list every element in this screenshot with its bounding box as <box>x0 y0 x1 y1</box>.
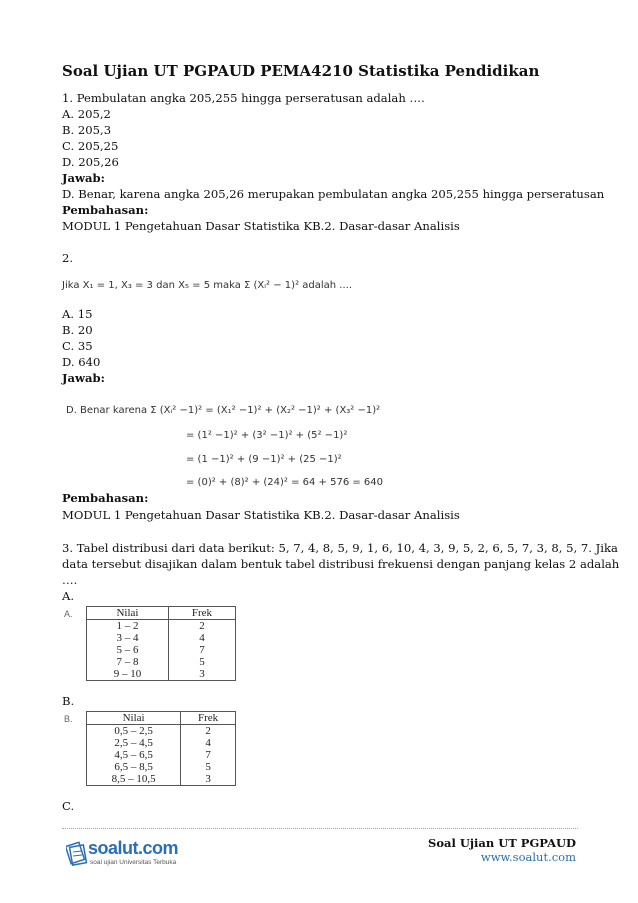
table-cell: 6,5 – 8,5 <box>87 761 181 773</box>
table-cell: 2 <box>168 620 235 633</box>
q2-pembahasan: MODUL 1 Pengetahuan Dasar Statistika KB.2. Dasar-dasar Analisis <box>62 508 460 522</box>
table-cell: 4 <box>181 737 236 749</box>
q1-option-d: D. 205,26 <box>62 155 119 169</box>
table-cell: 2 <box>181 725 236 738</box>
table-cell: 3 – 4 <box>87 632 169 644</box>
logo-name: soalut.com <box>88 838 179 858</box>
q3-question-line-1: 3. Tabel distribusi dari data berikut: 5, 7, 4, 8, 5, 9, 1, 6, 10, 4, 3, 9, 5, 2, 6, 5, 7, 3, 8, 5, 7. Jika <box>62 541 618 555</box>
table-row <box>87 632 236 644</box>
q2-answer-line-3: = (1 −1)² + (9 −1)² + (25 −1)² <box>186 454 342 465</box>
q2-answer-line-4: = (0)² + (8)² + (24)² = 64 + 576 = 640 <box>186 477 384 488</box>
footer-info <box>428 836 576 864</box>
page-title: Soal Ujian UT PGPAUD PEMA4210 Statistika Pendidikan <box>62 62 540 80</box>
q2-option-c: C. 35 <box>62 339 93 353</box>
q2-option-b: B. 20 <box>62 323 93 337</box>
q3-option-a-label: A. <box>62 589 75 603</box>
q3-table-b-tag: B. <box>64 714 73 724</box>
q1-jawab-label: Jawab: <box>62 171 105 185</box>
q1-option-b: B. 205,3 <box>62 123 112 137</box>
table-cell: 1 – 2 <box>87 620 169 633</box>
table-row <box>87 749 236 761</box>
table-header: Frek <box>168 607 235 620</box>
table-row <box>87 668 236 681</box>
site-logo[interactable] <box>66 838 196 872</box>
footer-divider <box>62 828 578 829</box>
table-cell: 3 <box>181 773 236 786</box>
table-cell: 0,5 – 2,5 <box>87 725 181 738</box>
footer-site-name: Soal Ujian UT PGPAUD <box>428 836 576 850</box>
q2-answer-line-2: = (1² −1)² + (3² −1)² + (5² −1)² <box>186 430 348 441</box>
q3-option-c-label: C. <box>62 799 75 813</box>
q3-table-a <box>86 606 236 681</box>
table-cell: 7 <box>168 644 235 656</box>
table-cell: 2,5 – 4,5 <box>87 737 181 749</box>
q1-pembahasan-label: Pembahasan: <box>62 203 149 217</box>
table-row <box>87 656 236 668</box>
table-cell: 7 <box>181 749 236 761</box>
table-row <box>87 761 236 773</box>
q2-jawab-label: Jawab: <box>62 371 105 385</box>
table-row <box>87 773 236 786</box>
table-cell: 5 – 6 <box>87 644 169 656</box>
table-cell: 4 <box>168 632 235 644</box>
q2-pembahasan-label: Pembahasan: <box>62 491 149 505</box>
table-header: Frek <box>181 712 236 725</box>
table-row <box>87 737 236 749</box>
table-cell: 8,5 – 10,5 <box>87 773 181 786</box>
q2-option-d: D. 640 <box>62 355 101 369</box>
table-cell: 7 – 8 <box>87 656 169 668</box>
q1-question: 1. Pembulatan angka 205,255 hingga perseratusan adalah …. <box>62 91 425 105</box>
book-stack-icon <box>66 840 88 870</box>
footer-url-link[interactable]: www.soalut.com <box>480 850 576 864</box>
logo-tagline: soal ujian Universitas Terbuka <box>90 859 177 866</box>
q3-table-b <box>86 711 236 786</box>
q2-option-a: A. 15 <box>62 307 93 321</box>
table-cell: 9 – 10 <box>87 668 169 681</box>
table-row <box>87 725 236 738</box>
table-cell: 3 <box>168 668 235 681</box>
q3-question-line-2: data tersebut disajikan dalam bentuk tabel distribusi frekuensi dengan panjang kelas 2 adalah <box>62 557 620 571</box>
table-cell: 5 <box>181 761 236 773</box>
q3-table-a-tag: A. <box>64 609 73 619</box>
table-cell: 4,5 – 6,5 <box>87 749 181 761</box>
table-row <box>87 620 236 633</box>
table-header: Nilai <box>87 607 169 620</box>
q1-option-a: A. 205,2 <box>62 107 111 121</box>
q3-option-b-label: B. <box>62 694 75 708</box>
q1-pembahasan: MODUL 1 Pengetahuan Dasar Statistika KB.2. Dasar-dasar Analisis <box>62 219 460 233</box>
q3-question-line-3: …. <box>62 573 78 587</box>
table-header: Nilai <box>87 712 181 725</box>
q1-answer: D. Benar, karena angka 205,26 merupakan pembulatan angka 205,255 hingga perseratusan <box>62 187 605 201</box>
table-row <box>87 644 236 656</box>
q2-formula: Jika X₁ = 1, X₃ = 3 dan X₅ = 5 maka Σ (Xᵢ² − 1)² adalah .... <box>62 280 352 291</box>
q1-option-c: C. 205,25 <box>62 139 119 153</box>
q2-number: 2. <box>62 251 74 265</box>
q2-answer-line-1: D. Benar karena Σ (Xᵢ² −1)² = (X₁² −1)² + (X₂² −1)² + (X₃² −1)² <box>66 405 381 416</box>
table-cell: 5 <box>168 656 235 668</box>
